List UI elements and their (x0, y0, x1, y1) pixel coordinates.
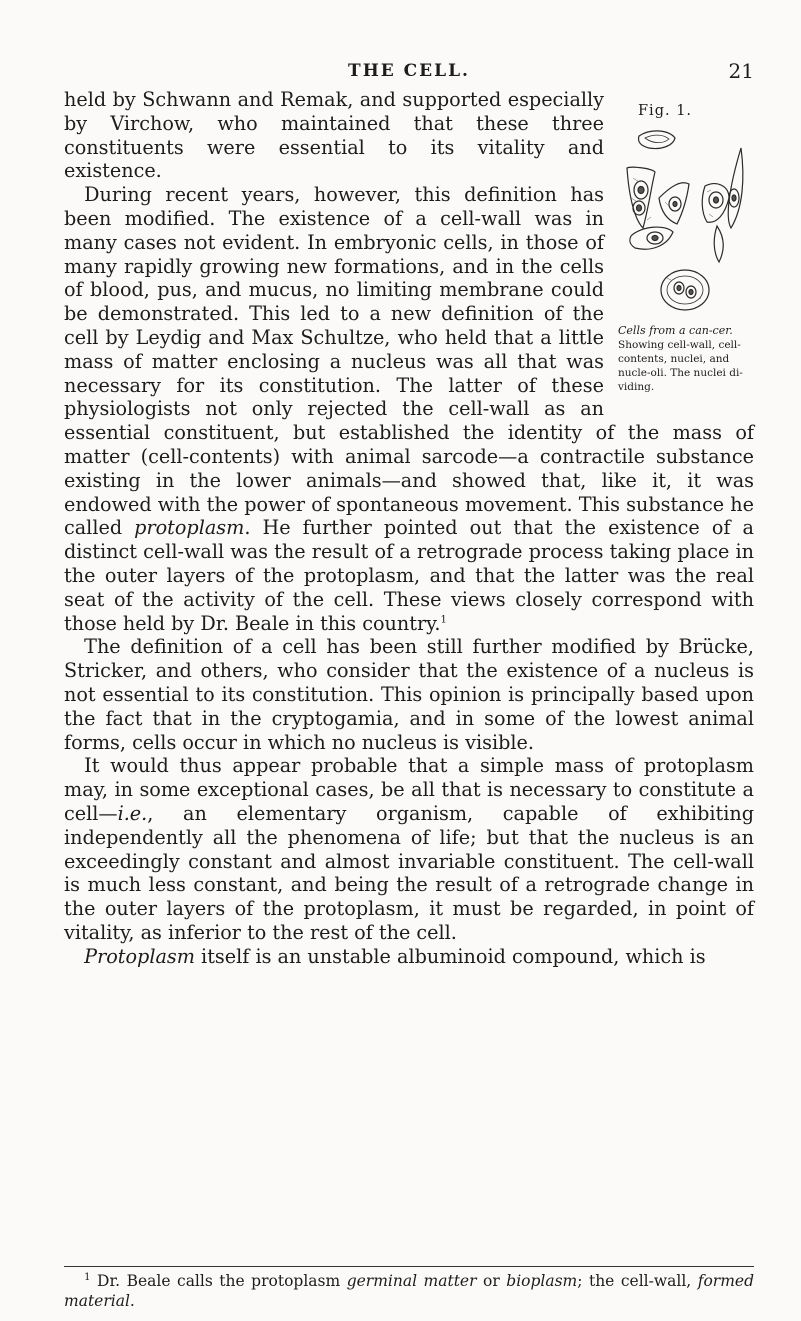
footnote-marker: 1 (440, 614, 447, 626)
italic-term: i.e. (117, 801, 148, 825)
figure-caption-title: Cells from a can-cer. (618, 323, 733, 337)
text-run: or (476, 1272, 507, 1290)
text-run: . (129, 1291, 135, 1310)
footnote-rule (64, 1266, 754, 1267)
text-run: During recent years, however, this definition has been modified. The existence of a cell-wall was in many cases not evident. In embryonic cells, in those of many rapidly growing new formations, and in the cells of blood, pus, and mucus, no limiting membrane could be demonstrated. This led to a new definition of the cell by Leydig and Max Schultze, who held that a little mass of matter enclosing a nucleus was all that was necessary for its constitution. The latter of these physiologists not only rejected the cell-wall as an essential constituent, but established the identity of the mass of matter (cell-contents) with animal sarcode—a contractile substance existing in the lower animals—and showed that, like it, it was endowed with the power of spontaneous movement. This substance he called (64, 183, 754, 540)
text-run: It would thus appear probable that a simple mass of protoplasm may, in some exceptional cases, be all that is necessary to constitute a cell— (64, 754, 754, 825)
italic-term: bioplasm (506, 1272, 578, 1290)
italic-term: Protoplasm (84, 944, 195, 968)
page-number: 21 (728, 59, 754, 83)
cancer-cells-illustration (621, 128, 751, 318)
text-run: The definition of a cell has been still further modified by Brücke, Stricker, and others, who consider that the existence of a nucleus is not essential to its constitution. This opinion is principally based upon the fact that in the cryptogamia, and in some of the lowest animal forms, cells occur in which no nucleus is visible. (64, 635, 754, 754)
figure-label: Fig. 1. (638, 103, 693, 119)
running-head: THE CELL. (348, 61, 470, 81)
page-header (64, 61, 754, 91)
figure-1 (618, 90, 754, 394)
text-run: itself is an unstable albuminoid compound, which is (194, 944, 706, 968)
figure-caption-text: Showing cell-wall, cell-contents, nuclei, and nucle-oli. The nuclei di-viding. (618, 338, 743, 393)
paragraph (64, 945, 754, 969)
text-run: Dr. Beale calls the protoplasm (90, 1272, 347, 1290)
footnote (64, 1272, 754, 1311)
text-run: held by Schwann and Remak, and supported especially by Virchow, who maintained that these three constituents were essential to its vitality and existence. (64, 88, 604, 183)
figure-caption (618, 324, 754, 394)
body-text (64, 88, 754, 968)
italic-term: formed material (64, 1272, 754, 1310)
text-run: . He further pointed out that the existence of a distinct cell-wall was the result of a retrograde process taking place in the outer layers of the protoplasm, and that the latter was the real seat of the activity of the cell. These views closely correspond with those held by Dr. Beale in this country. (64, 516, 754, 635)
paragraph (64, 754, 754, 944)
footnote-marker: 1 (84, 1271, 91, 1283)
text-run: , an elementary organism, capable of exhibiting independently all the phenomena of life; but that the nucleus is an exceedingly constant and almost invariable constituent. The cell-wall is much less constant, and being the result of a retrograde change in the outer layers of the protoplasm, it must be regarded, in point of vitality, as inferior to the rest of the cell. (64, 801, 754, 944)
paragraph (64, 635, 754, 754)
italic-term: protoplasm (134, 516, 245, 540)
italic-term: germinal matter (346, 1272, 477, 1290)
text-run: ; the cell-wall, (577, 1272, 698, 1290)
